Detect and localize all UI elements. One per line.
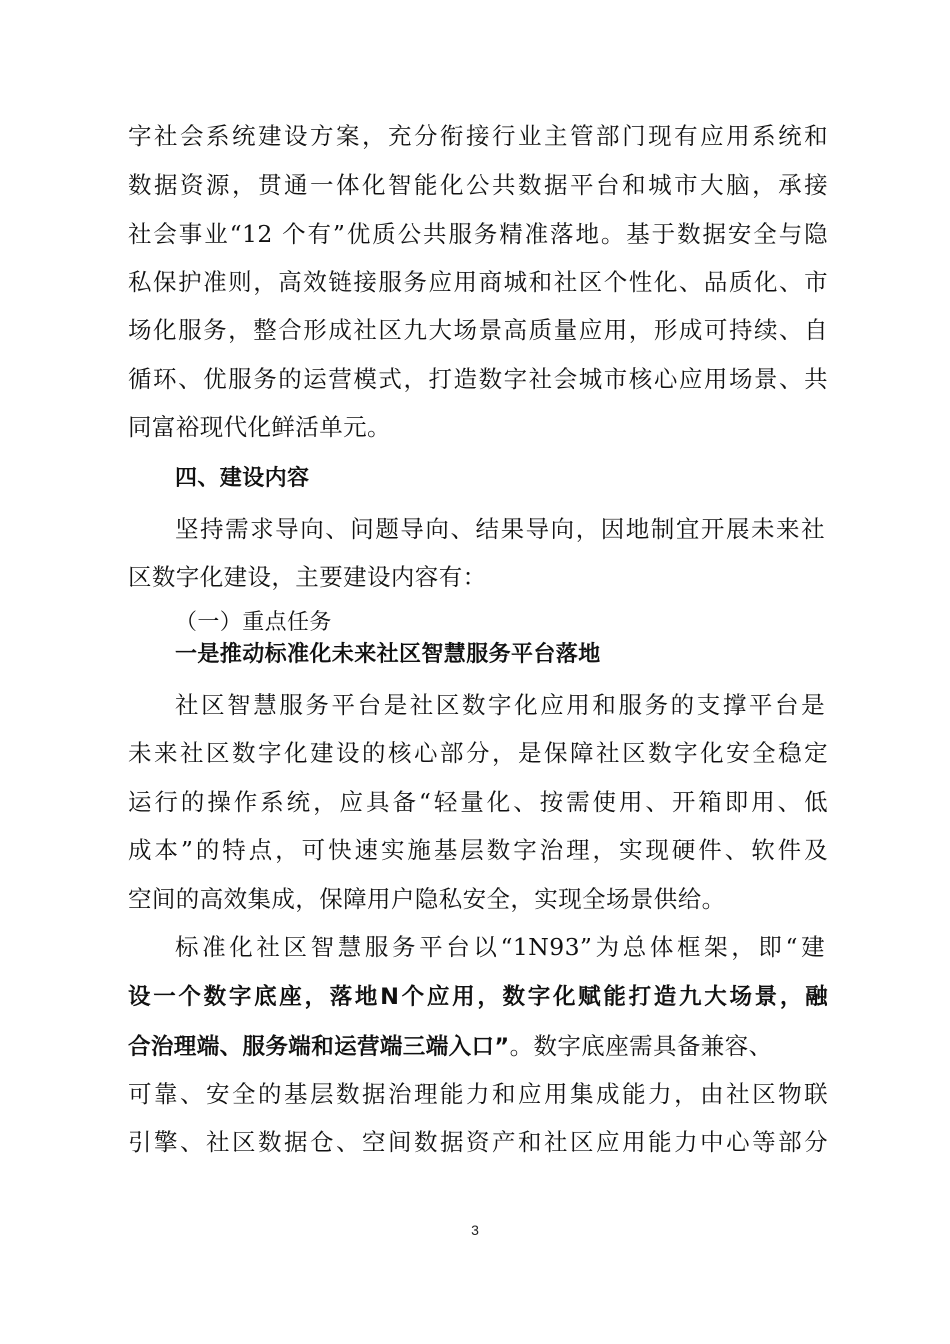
paragraph-line (128, 1031, 828, 1062)
paragraph-line: 区数字化建设，主要建设内容有： (128, 563, 487, 591)
task-heading: 一是推动标准化未来社区智慧服务平台落地 (175, 642, 601, 667)
paragraph-line-bold: 设一个数字底座，落地N个应用，数字化赋能打造九大场景，融 (128, 984, 828, 1010)
bold-text: 合治理端、服务端和运营端三端入口” (128, 1034, 510, 1060)
section-heading: 四、建设内容 (175, 466, 310, 491)
paragraph-line: 私保护准则，高效链接服务应用商城和社区个性化、品质化、市 (128, 268, 828, 296)
paragraph-line: 运行的操作系统，应具备“轻量化、按需使用、开箱即用、低 (128, 788, 828, 816)
regular-text: 。数字底座需具备兼容、 (509, 1032, 773, 1060)
paragraph-line: 空间的高效集成，保障用户隐私安全，实现全场景供给。 (128, 885, 726, 913)
paragraph-line: 标准化社区智慧服务平台以“1N93”为总体框架，即“建 (175, 933, 825, 961)
paragraph-line: 引擎、社区数据仓、空间数据资产和社区应用能力中心等部分 (128, 1128, 828, 1156)
subsection-heading: （一）重点任务 (175, 610, 332, 635)
paragraph-line: 字社会系统建设方案，充分衔接行业主管部门现有应用系统和 (128, 122, 828, 150)
paragraph-line: 未来社区数字化建设的核心部分，是保障社区数字化安全稳定 (128, 739, 828, 767)
paragraph-line: 可靠、安全的基层数据治理能力和应用集成能力，由社区物联 (128, 1080, 828, 1108)
page-number: 3 (471, 1222, 479, 1238)
paragraph-line: 社会事业“12 个有”优质公共服务精准落地。基于数据安全与隐 (128, 220, 828, 248)
paragraph-line: 同富裕现代化鲜活单元。 (128, 413, 391, 441)
paragraph-line: 社区智慧服务平台是社区数字化应用和服务的支撑平台是 (175, 691, 825, 719)
paragraph-line: 场化服务，整合形成社区九大场景高质量应用，形成可持续、自 (128, 316, 828, 344)
paragraph-line: 循环、优服务的运营模式，打造数字社会城市核心应用场景、共 (128, 365, 828, 393)
paragraph-line: 成本”的特点，可快速实施基层数字治理，实现硬件、软件及 (128, 836, 828, 864)
paragraph-line: 数据资源，贯通一体化智能化公共数据平台和城市大脑，承接 (128, 171, 828, 199)
paragraph-line: 坚持需求导向、问题导向、结果导向，因地制宜开展未来社 (175, 515, 825, 543)
